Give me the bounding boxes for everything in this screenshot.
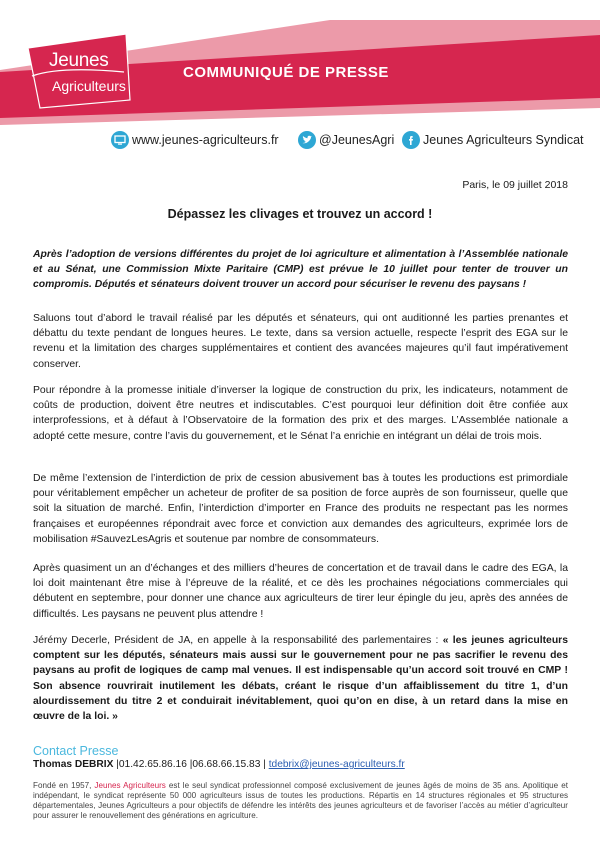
paragraph-5 [33, 633, 568, 724]
footer-brand-2: Jeunes Agriculteurs [98, 801, 170, 811]
contact-line [33, 759, 405, 770]
footer-text-2: est le seul syndicat professionnel composé exclusivement de jeunes âgés de moins de 35 ans. Apolitique et indépendant, le syndicat représente 50 000 agriculteurs issus de toutes les productions. Répartis en 14 structures régionales et 95 structures départementales, [33, 781, 568, 811]
website-text: www.jeunes-agriculteurs.fr [132, 133, 279, 147]
headline: Dépassez les clivages et trouvez un accord ! [167, 207, 433, 221]
footer-brand-1: Jeunes Agriculteurs [94, 781, 166, 790]
contact-name: Thomas DEBRIX [33, 759, 114, 770]
page-title: COMMUNIQUÉ DE PRESSE [183, 64, 389, 81]
contact-phone-2: 06.68.66.15.83 [192, 759, 261, 770]
paragraph-1: Saluons tout d’abord le travail réalisé par les députés et sénateurs, qui ont auditionné les parties prenantes et débattu du texte pendant de longues heures. Le texte, dans sa version actuelle, respecte l’esprit des EGA sur le revenu et la limitation des charges supplémentaires et contient des avancées majeures qu’il faut impérativement conserver. [33, 313, 568, 370]
facebook-icon [402, 131, 420, 149]
separator: | [189, 759, 193, 770]
paragraph-4: Après quasiment un an d’échanges et des milliers d’heures de concertation et de travail dans le cadre des EGA, la loi doit maintenant être mise à l’épreuve de la réalité, et ce dès les prochaines négociations commerciales qui débutent en septembre, pour donner une chance aux agriculteurs de tirer leur épingle du jeu, après des années de difficultés. Les paysans ne peuvent plus attendre ! [33, 563, 568, 620]
quote-text: « les jeunes agriculteurs comptent sur les députés, sénateurs mais aussi sur le gouvernement pour ne pas sacrifier le revenu des paysans au profit de logiques de camp mal venues. Il est indispensable qu’un accord soit trouvé en CMP ! Son absence rouvrirait inutilement les débats, créant le risque d’un affaiblissement du titre 1, d’un alourdissement du titre 2 et conduirait inévitablement, quoi qu’on en dise, à un retard dans la mise en œuvre de la loi. » [33, 635, 569, 723]
twitter-icon [298, 131, 316, 149]
header-banner [0, 0, 600, 125]
quote-intro: Jérémy Decerle, Président de JA, en appelle à la responsabilité des parlementaires : [33, 635, 443, 646]
footer-text-1: Fondé en 1957, [33, 781, 95, 790]
contact-phone-1: 01.42.65.86.16 [118, 759, 187, 770]
paragraph-3: De même l’extension de l’interdiction de prix de cession abusivement bas à toutes les productions est primordiale pour véritablement empêcher un acheteur de profiter de sa position de force auprès de son fournisseur, quelle que soit la situation de marché. Enfin, l’interdiction d’importer en France des produits ne respectant pas les normes françaises et européennes répondrait avec force et conviction aux demandes des agriculteurs, exprimée lors de mobilisation #SauvezLesAgris et soutenue par nombre de consommateurs. [33, 473, 568, 545]
facebook-text: Jeunes Agriculteurs Syndicat [423, 133, 584, 147]
contact-email-link[interactable]: tdebrix@jeunes-agriculteurs.fr [268, 759, 405, 770]
social-bar [0, 131, 600, 153]
twitter-link[interactable] [298, 131, 394, 149]
monitor-icon [111, 131, 129, 149]
footer-about [33, 781, 568, 821]
separator: | [263, 759, 266, 770]
press-date: Paris, le 09 juillet 2018 [462, 179, 568, 191]
logo-line1: Jeunes [49, 50, 109, 71]
paragraph-2: Pour répondre à la promesse initiale d’inverser la logique de construction du prix, les indicateurs, notamment de coûts de production, doivent être neutres et indiscutables. C’est pourquoi leur définition doit être confiée aux interprofessions, et à défaut à l’Observatoire de la formation des prix et des marges. L’Assemblée nationale a adopté cette mesure, contre l’avis du gouvernement, et le Sénat l’a enrichie en intégrant un délai de trois mois. [33, 385, 568, 442]
footer-text-3: a pour objectifs de défendre les intérêts des jeunes agriculteurs et de favoriser l’accès au métier d’agriculteur pour assurer le renouvellement des générations en agriculture. [33, 801, 568, 821]
intro-paragraph: Après l’adoption de versions différentes du projet de loi agriculture et alimentation à l’Assemblée nationale et au Sénat, une Commission Mixte Paritaire (CMP) est prévue le 10 juillet pour tenter de trouver un compromis. Députés et sénateurs doivent trouver un accord pour sécuriser le revenu des paysans ! [33, 249, 568, 291]
contact-title: Contact Presse [33, 744, 119, 758]
separator: | [116, 759, 119, 770]
facebook-link[interactable] [402, 131, 584, 149]
website-link[interactable] [111, 131, 279, 149]
twitter-handle: @JeunesAgri [319, 133, 395, 147]
logo-line2: Agriculteurs [52, 78, 126, 94]
